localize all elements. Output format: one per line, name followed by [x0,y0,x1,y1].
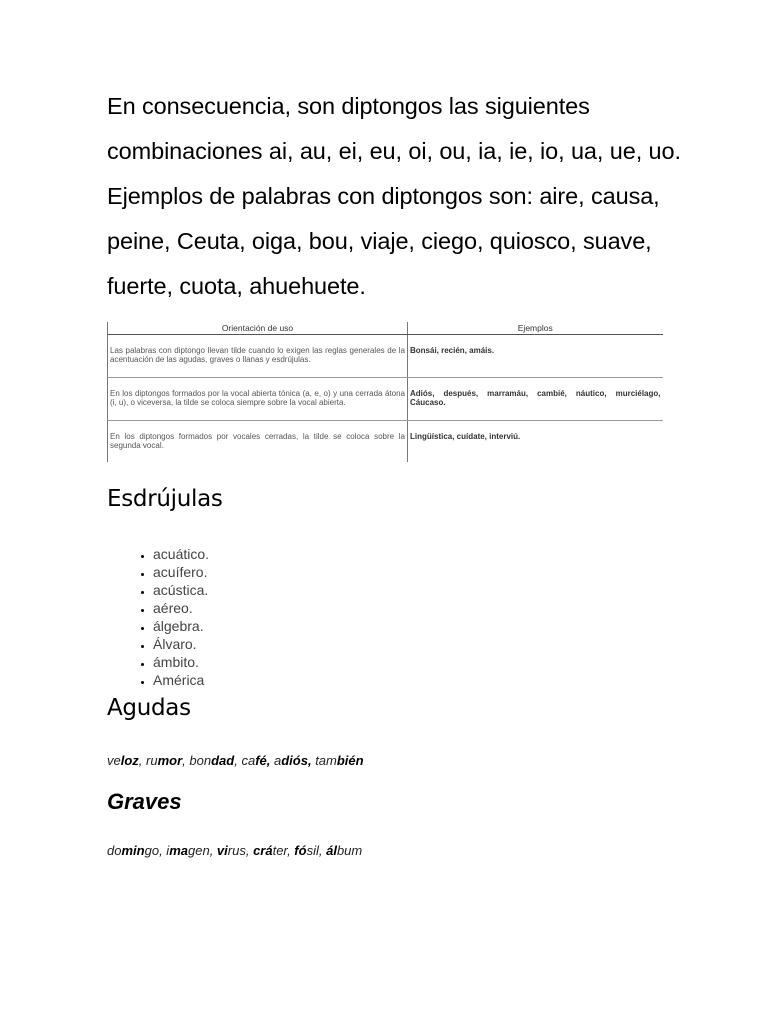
list-item: • ámbito. [153,653,209,671]
table-header-row [108,322,663,335]
header-orientation: Orientación de uso [108,322,408,335]
word-plain: ve [107,753,121,768]
list-item: • Álvaro. [153,635,209,653]
graves-heading: Graves [107,789,182,814]
agudas-heading: Agudas [107,695,191,721]
word-stressed: fó [294,843,307,858]
word-separator: , [138,753,147,768]
examples-cell: Bonsái, recién, amáis. [408,335,663,378]
word-stressed: fé, [255,753,271,768]
word-stressed: crá [253,843,273,858]
examples-cell: Adiós, después, marramáu, cambié, náutico, murciélago, Cáucaso. [408,378,663,421]
word-stressed: ma [169,843,188,858]
word-plain: bum [336,843,363,858]
word-stressed: bién [336,753,364,768]
word-separator: , [234,753,242,768]
agudas-examples [107,753,364,768]
table-row [108,378,663,421]
word-stressed: loz [120,753,139,768]
word-separator: , [182,753,190,768]
word-plain: go [144,843,160,858]
list-item: • acústica. [153,581,209,599]
intro-paragraph: En consecuencia, son diptongos las siguientes combinaciones ai, au, ei, eu, oi, ou, ia, ie, io, ua, ue, uo. Ejemplos de palabras con diptongos son: aire, causa, peine, Ceuta, oiga, bou, viaje, ciego, quiosco, suave, fuerte, cuota, ahuehuete. [107,93,681,299]
word-plain: do [107,843,122,858]
list-item: • América [153,671,209,689]
rule-cell: En los diptongos formados por la vocal abierta tónica (a, e, o) y una cerrada átona (i, u), o viceversa, la tilde se coloca siempre sobre la vocal abierta. [108,378,408,421]
word-plain: ter [272,843,288,858]
list-item: • acuífero. [153,563,209,581]
word-plain: tam [315,753,337,768]
esdrujulas-list [107,545,209,689]
word-plain: sil [306,843,319,858]
list-item: • aéreo. [153,599,209,617]
word-stressed: dad [211,753,235,768]
word-plain: bon [189,753,212,768]
list-item: • álgebra. [153,617,209,635]
word-plain: rus [227,843,246,858]
word-separator: , [209,843,217,858]
word-separator: , [318,843,327,858]
esdrujulas-heading: Esdrújulas [107,486,223,512]
word-separator: , [245,843,254,858]
word-separator: , [287,843,295,858]
list-item: • acuático. [153,545,209,563]
word-separator: , [159,843,167,858]
table-row [108,335,663,378]
graves-examples [107,843,362,858]
header-examples: Ejemplos [408,322,663,335]
word-plain: gen [187,843,210,858]
rule-cell: Las palabras con diptongo llevan tilde cuando lo exigen las reglas generales de la acentuación de las agudas, graves o llanas y esdrújulas. [108,335,408,378]
word-stressed: ál [326,843,337,858]
word-stressed: mor [157,753,183,768]
word-plain: a [273,753,282,768]
word-plain: ca [241,753,256,768]
rule-cell: En los diptongos formados por vocales cerradas, la tilde se coloca sobre la segunda vocal. [108,421,408,463]
word-stressed: min [121,843,145,858]
word-stressed: vi [216,843,228,858]
table-row [108,421,663,463]
examples-cell: Lingüística, cuídate, interviú. [408,421,663,463]
word-plain: ru [146,753,158,768]
word-stressed: diós, [281,753,312,768]
word-plain: i [166,843,170,858]
diphthong-accent-table [107,322,662,462]
